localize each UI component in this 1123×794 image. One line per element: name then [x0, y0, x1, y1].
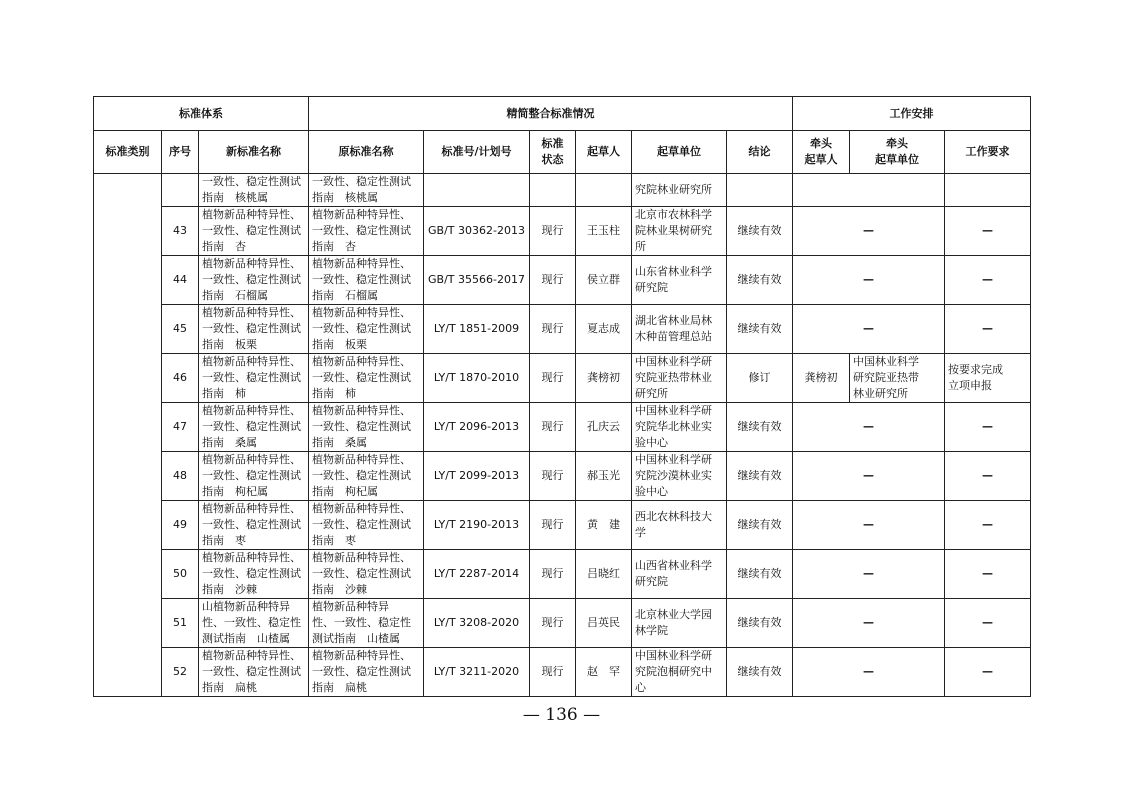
- seq-cell: 43: [162, 207, 199, 256]
- seq-cell: 47: [162, 403, 199, 452]
- std-no-cell: LY/T 1851-2009: [424, 305, 530, 354]
- conclusion-cell: 继续有效: [727, 403, 793, 452]
- orig-name-cell: 植物新品种特异性、 一致性、稳定性测试 指南 桑属: [309, 403, 424, 452]
- new-name-cell: 山植物新品种特异 性、一致性、稳定性 测试指南 山楂属: [199, 599, 309, 648]
- drafter-cell: 夏志成: [576, 305, 632, 354]
- table-row: [94, 550, 1031, 599]
- unit-cell: 北京市农林科学 院林业果树研究 所: [632, 207, 727, 256]
- header-standard-system: 标准体系: [94, 97, 309, 131]
- requirement-cell: [945, 174, 1031, 207]
- std-no-cell: GB/T 35566-2017: [424, 256, 530, 305]
- status-cell: 现行: [530, 256, 576, 305]
- seq-cell: 49: [162, 501, 199, 550]
- conclusion-cell: [727, 174, 793, 207]
- seq-cell: 48: [162, 452, 199, 501]
- status-cell: 现行: [530, 599, 576, 648]
- unit-cell: 湖北省林业局林 木种苗管理总站: [632, 305, 727, 354]
- requirement-cell: —: [945, 403, 1031, 452]
- unit-cell: 中国林业科学研 究院沙漠林业实 验中心: [632, 452, 727, 501]
- new-name-cell: 植物新品种特异性、 一致性、稳定性测试 指南 石榴属: [199, 256, 309, 305]
- orig-name-cell: 植物新品种特异性、 一致性、稳定性测试 指南 枣: [309, 501, 424, 550]
- new-name-cell: 植物新品种特异性、 一致性、稳定性测试 指南 柿: [199, 354, 309, 403]
- std-no-cell: LY/T 2287-2014: [424, 550, 530, 599]
- table-row: [94, 452, 1031, 501]
- header-unit: 起草单位: [632, 131, 727, 174]
- drafter-cell: 孔庆云: [576, 403, 632, 452]
- header-work-arrangement: 工作安排: [793, 97, 1031, 131]
- lead-cell: —: [793, 305, 945, 354]
- requirement-cell: —: [945, 501, 1031, 550]
- std-no-cell: GB/T 30362-2013: [424, 207, 530, 256]
- header-orig-name: 原标准名称: [309, 131, 424, 174]
- requirement-cell: —: [945, 452, 1031, 501]
- conclusion-cell: 继续有效: [727, 648, 793, 697]
- standards-table: [93, 96, 1031, 697]
- status-cell: 现行: [530, 354, 576, 403]
- orig-name-cell: 植物新品种特异性、 一致性、稳定性测试 指南 沙棘: [309, 550, 424, 599]
- lead-cell: —: [793, 207, 945, 256]
- seq-cell: 51: [162, 599, 199, 648]
- header-consolidation: 精简整合标准情况: [309, 97, 793, 131]
- requirement-cell: —: [945, 550, 1031, 599]
- drafter-cell: 郝玉光: [576, 452, 632, 501]
- conclusion-cell: 继续有效: [727, 550, 793, 599]
- std-no-cell: LY/T 2096-2013: [424, 403, 530, 452]
- new-name-cell: 植物新品种特异性、 一致性、稳定性测试 指南 板栗: [199, 305, 309, 354]
- conclusion-cell: 继续有效: [727, 501, 793, 550]
- unit-cell: 山东省林业科学 研究院: [632, 256, 727, 305]
- requirement-cell: —: [945, 599, 1031, 648]
- conclusion-cell: 继续有效: [727, 305, 793, 354]
- drafter-cell: 吕晓红: [576, 550, 632, 599]
- requirement-cell: —: [945, 305, 1031, 354]
- seq-cell: 44: [162, 256, 199, 305]
- drafter-cell: [576, 174, 632, 207]
- requirement-cell: —: [945, 648, 1031, 697]
- table-row-continuation: [94, 174, 1031, 207]
- unit-cell: 山西省林业科学 研究院: [632, 550, 727, 599]
- requirement-cell: —: [945, 207, 1031, 256]
- lead-cell: —: [793, 648, 945, 697]
- status-cell: 现行: [530, 305, 576, 354]
- unit-cell: 北京林业大学园 林学院: [632, 599, 727, 648]
- new-name-cell: 植物新品种特异性、 一致性、稳定性测试 指南 杏: [199, 207, 309, 256]
- lead-cell: —: [793, 403, 945, 452]
- header-std-no: 标准号/计划号: [424, 131, 530, 174]
- header-new-name: 新标准名称: [199, 131, 309, 174]
- lead-drafter-cell: 龚榜初: [793, 354, 850, 403]
- orig-name-cell: 植物新品种特异性、 一致性、稳定性测试 指南 柿: [309, 354, 424, 403]
- table-row: [94, 501, 1031, 550]
- std-no-cell: LY/T 3208-2020: [424, 599, 530, 648]
- lead-cell: —: [793, 256, 945, 305]
- status-cell: 现行: [530, 501, 576, 550]
- status-cell: 现行: [530, 452, 576, 501]
- table-row: [94, 207, 1031, 256]
- unit-cell: 西北农林科技大 学: [632, 501, 727, 550]
- lead-cell: —: [793, 550, 945, 599]
- orig-name-cell: 植物新品种特异性、 一致性、稳定性测试 指南 杏: [309, 207, 424, 256]
- seq-cell: [162, 174, 199, 207]
- orig-name-cell: 植物新品种特异性、 一致性、稳定性测试 指南 枸杞属: [309, 452, 424, 501]
- status-cell: 现行: [530, 207, 576, 256]
- table-row: [94, 305, 1031, 354]
- std-no-cell: LY/T 2099-2013: [424, 452, 530, 501]
- lead-cell: [793, 174, 945, 207]
- orig-name-cell: 植物新品种特异 性、一致性、稳定性 测试指南 山楂属: [309, 599, 424, 648]
- status-cell: 现行: [530, 550, 576, 599]
- header-drafter: 起草人: [576, 131, 632, 174]
- header-lead-unit: 牵头 起草单位: [850, 131, 945, 174]
- category-cell: [94, 174, 162, 697]
- new-name-cell: 植物新品种特异性、 一致性、稳定性测试 指南 扁桃: [199, 648, 309, 697]
- status-cell: [530, 174, 576, 207]
- new-name-cell: 植物新品种特异性、 一致性、稳定性测试 指南 桑属: [199, 403, 309, 452]
- unit-cell: 中国林业科学研 究院泡桐研究中 心: [632, 648, 727, 697]
- std-no-cell: LY/T 3211-2020: [424, 648, 530, 697]
- lead-unit-cell: 中国林业科学 研究院亚热带 林业研究所: [850, 354, 945, 403]
- unit-cell: 究院林业研究所: [632, 174, 727, 207]
- table-row: [94, 599, 1031, 648]
- drafter-cell: 王玉柱: [576, 207, 632, 256]
- new-name-cell: 植物新品种特异性、 一致性、稳定性测试 指南 沙棘: [199, 550, 309, 599]
- table-row: [94, 256, 1031, 305]
- drafter-cell: 吕英民: [576, 599, 632, 648]
- orig-name-cell: 植物新品种特异性、 一致性、稳定性测试 指南 石榴属: [309, 256, 424, 305]
- seq-cell: 52: [162, 648, 199, 697]
- lead-cell: —: [793, 452, 945, 501]
- orig-name-cell: 植物新品种特异性、 一致性、稳定性测试 指南 板栗: [309, 305, 424, 354]
- header-seq: 序号: [162, 131, 199, 174]
- table-row: [94, 648, 1031, 697]
- status-cell: 现行: [530, 648, 576, 697]
- header-row-columns: [94, 131, 1031, 174]
- header-conclusion: 结论: [727, 131, 793, 174]
- seq-cell: 50: [162, 550, 199, 599]
- table-row: [94, 403, 1031, 452]
- header-row-groups: [94, 97, 1031, 131]
- header-requirement: 工作要求: [945, 131, 1031, 174]
- drafter-cell: 龚榜初: [576, 354, 632, 403]
- conclusion-cell: 继续有效: [727, 599, 793, 648]
- new-name-cell: 一致性、稳定性测试 指南 核桃属: [199, 174, 309, 207]
- header-lead-drafter: 牵头 起草人: [793, 131, 850, 174]
- page-number: — 136 —: [522, 705, 601, 725]
- lead-cell: —: [793, 501, 945, 550]
- new-name-cell: 植物新品种特异性、 一致性、稳定性测试 指南 枣: [199, 501, 309, 550]
- std-no-cell: LY/T 1870-2010: [424, 354, 530, 403]
- conclusion-cell: 继续有效: [727, 256, 793, 305]
- std-no-cell: [424, 174, 530, 207]
- table-row: [94, 354, 1031, 403]
- new-name-cell: 植物新品种特异性、 一致性、稳定性测试 指南 枸杞属: [199, 452, 309, 501]
- std-no-cell: LY/T 2190-2013: [424, 501, 530, 550]
- drafter-cell: 侯立群: [576, 256, 632, 305]
- conclusion-cell: 修订: [727, 354, 793, 403]
- seq-cell: 45: [162, 305, 199, 354]
- orig-name-cell: 植物新品种特异性、 一致性、稳定性测试 指南 扁桃: [309, 648, 424, 697]
- header-status: 标准 状态: [530, 131, 576, 174]
- drafter-cell: 赵 罕: [576, 648, 632, 697]
- lead-cell: —: [793, 599, 945, 648]
- orig-name-cell: 一致性、稳定性测试 指南 核桃属: [309, 174, 424, 207]
- unit-cell: 中国林业科学研 究院华北林业实 验中心: [632, 403, 727, 452]
- header-category: 标准类别: [94, 131, 162, 174]
- conclusion-cell: 继续有效: [727, 207, 793, 256]
- drafter-cell: 黄 建: [576, 501, 632, 550]
- unit-cell: 中国林业科学研 究院亚热带林业 研究所: [632, 354, 727, 403]
- requirement-cell: —: [945, 256, 1031, 305]
- requirement-cell: 按要求完成 立项申报: [945, 354, 1031, 403]
- status-cell: 现行: [530, 403, 576, 452]
- conclusion-cell: 继续有效: [727, 452, 793, 501]
- seq-cell: 46: [162, 354, 199, 403]
